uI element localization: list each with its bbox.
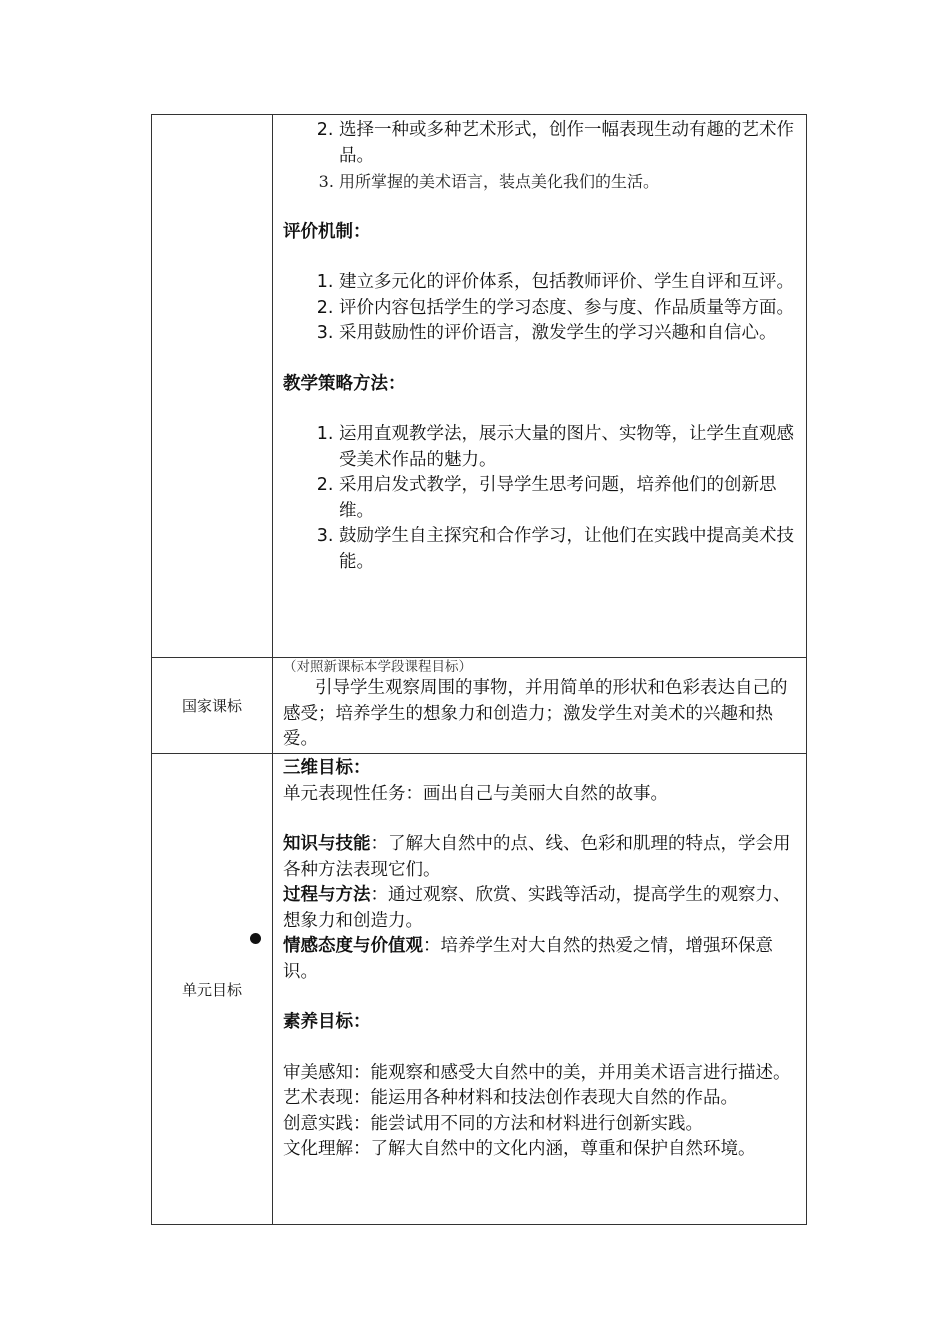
literacy-item: 文化理解：了解大自然中的文化内涵，尊重和保护自然环境。 (283, 1139, 756, 1159)
standard-text: 引导学生观察周围的事物，并用简单的形状和色彩表达自己的感受；培养学生的想象力和创造力；激发学生对美术的兴趣和热爱。 (283, 678, 788, 749)
evaluation-list (283, 270, 798, 347)
list-item: 3. 采用鼓励性的评价语言，激发学生的学习兴趣和自信心。 (339, 321, 798, 347)
list-item: 3. 用所掌握的美术语言，装点美化我们的生活。 (339, 169, 798, 195)
table-row (152, 658, 807, 754)
table-row (152, 115, 807, 658)
emotion-goal: 情感态度与价值观：培养学生对大自然的热爱之情，增强环保意识。 (283, 936, 773, 982)
national-standard-label: 国家课标 (152, 658, 273, 754)
literacy-heading: 素养目标： (283, 1012, 371, 1032)
plan-table (151, 114, 807, 1225)
list-item: 2. 选择一种或多种艺术形式，创作一幅表现生动有趣的艺术作品。 (339, 118, 798, 169)
process-goal: 过程与方法：通过观察、欣赏、实践等活动，提高学生的观察力、想象力和创造力。 (283, 885, 791, 931)
list-item: 1. 运用直观教学法，展示大量的图片、实物等，让学生直观感受美术作品的魅力。 (339, 422, 798, 473)
evaluation-heading: 评价机制： (283, 221, 371, 242)
list-item: 1. 建立多元化的评价体系，包括教师评价、学生自评和互评。 (339, 270, 798, 296)
unit-goal-label: 单元目标 (152, 754, 273, 1225)
unit-task: 单元表现性任务：画出自己与美丽大自然的故事。 (283, 783, 668, 804)
literacy-item: 艺术表现：能运用各种材料和技法创作表现大自然的作品。 (283, 1088, 738, 1108)
list-item: 2. 评价内容包括学生的学习态度、参与度、作品质量等方面。 (339, 296, 798, 322)
list-item: 2. 采用启发式教学，引导学生思考问题，培养他们的创新思维。 (339, 473, 798, 524)
knowledge-goal: 知识与技能：了解大自然中的点、线、色彩和肌理的特点，学会用各种方法表现它们。 (283, 834, 791, 880)
goals-continued-list (283, 118, 798, 195)
evaluation-strategy-cell (273, 115, 807, 658)
strategy-list (283, 422, 798, 575)
strategy-heading: 教学策略方法： (283, 373, 406, 394)
unit-goal-cell (273, 754, 807, 1225)
list-item: 3. 鼓励学生自主探究和合作学习，让他们在实践中提高美术技能。 (339, 524, 798, 575)
national-standard-cell (273, 658, 807, 754)
empty-label-cell (152, 115, 273, 658)
bullet-dot-icon (250, 933, 261, 944)
literacy-item: 审美感知：能观察和感受大自然中的美，并用美术语言进行描述。 (283, 1062, 791, 1083)
three-dimension-heading: 三维目标： (283, 758, 371, 778)
standard-note: （对照新课标本学段课程目标） (283, 659, 472, 675)
table-row (152, 754, 807, 1225)
literacy-item: 创意实践：能尝试用不同的方法和材料进行创新实践。 (283, 1113, 703, 1134)
